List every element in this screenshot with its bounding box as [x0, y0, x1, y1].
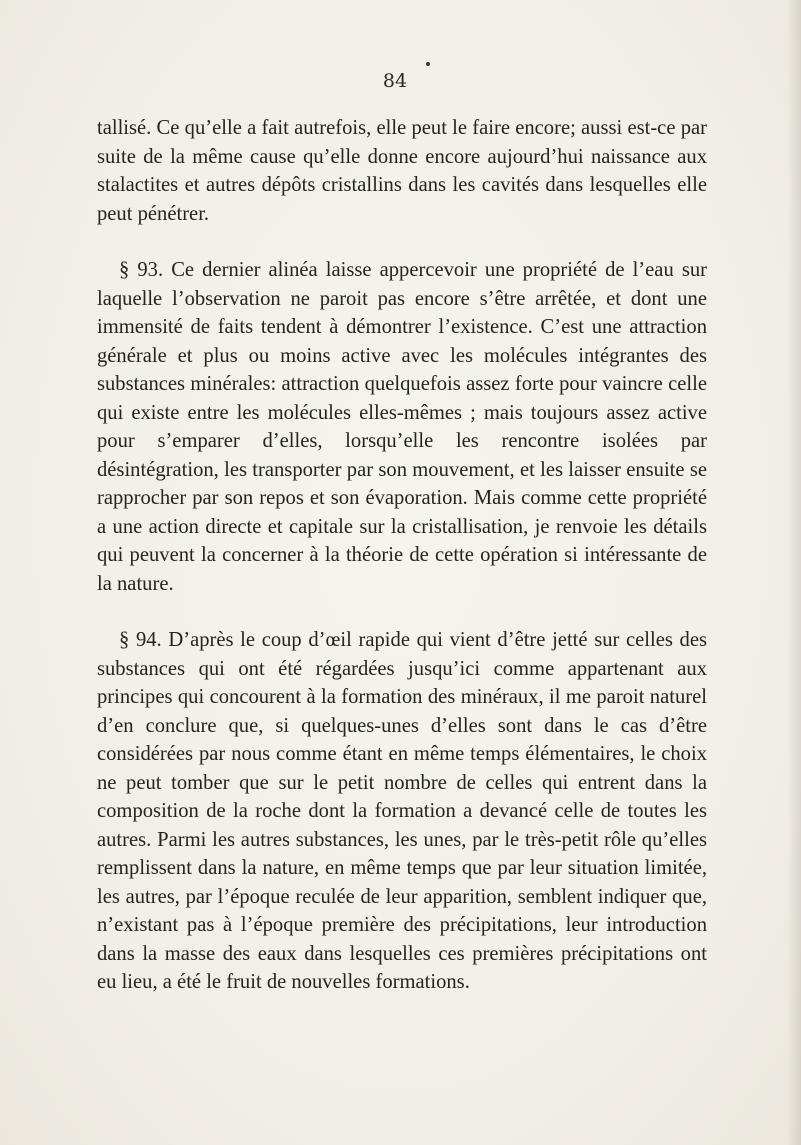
paragraph-continuation: tallisé. Ce qu’elle a fait autrefois, elle peut le faire encore; aussi est-ce par suite de la même cause qu’elle donne encore aujourd’hui naissance aux stalactites et autres dépôts cristallins dans les cavités dans lesquelles elle peut pénétrer. — [97, 117, 707, 225]
paragraph-section-93: § 93. Ce dernier alinéa laisse appercevoir une propriété de l’eau sur laquelle l’observation ne paroit pas encore s’être arrêtée, et dont une immensité de faits tendent à démontrer l’existence. C’est une attraction générale et plus ou moins active avec les molécules intégrantes des substances minérales: attraction quelquefois assez forte pour vaincre celle qui existe entre les molécules elles-mêmes ; mais toujours assez active pour s’emparer d’elles, lorsqu’elle les rencontre isolées par désintégration, les transporter par son mouvement, et les laisser ensuite se rapprocher par son repos et son évaporation. Mais comme cette propriété a une action directe et capitale sur la cristallisation, je renvoie les détails qui peuvent la concerner à la théorie de cette opération si intéressante de la nature. — [97, 259, 707, 595]
page-edge-shadow — [787, 0, 801, 1145]
print-mark — [426, 62, 430, 66]
page-body — [97, 114, 707, 997]
paragraph-section-94: § 94. D’après le coup d’œil rapide qui vient d’être jetté sur celles des substances qui ont été régardées jusqu’ici comme appartenant aux principes qui concourent à la formation des minéraux, il me paroit naturel d’en conclure que, si quelques-unes d’elles sont dans le cas d’être considérées par nous comme étant en même temps élémentaires, le choix ne peut tomber que sur le petit nombre de celles qui entrent dans la composition de la roche dont la formation a devancé celle de toutes les autres. Parmi les autres substances, les unes, par le très-petit rôle qu’elles remplissent dans la nature, en même temps que par leur situation limitée, les autres, par l’époque reculée de leur apparition, semblent indiquer que, n’existant pas à l’époque première des précipitations, leur introduction dans la masse des eaux dans lesquelles ces premières précipitations ont eu lieu, a été le fruit de nouvelles formations. — [97, 629, 707, 993]
page-number: 84 — [382, 70, 408, 92]
